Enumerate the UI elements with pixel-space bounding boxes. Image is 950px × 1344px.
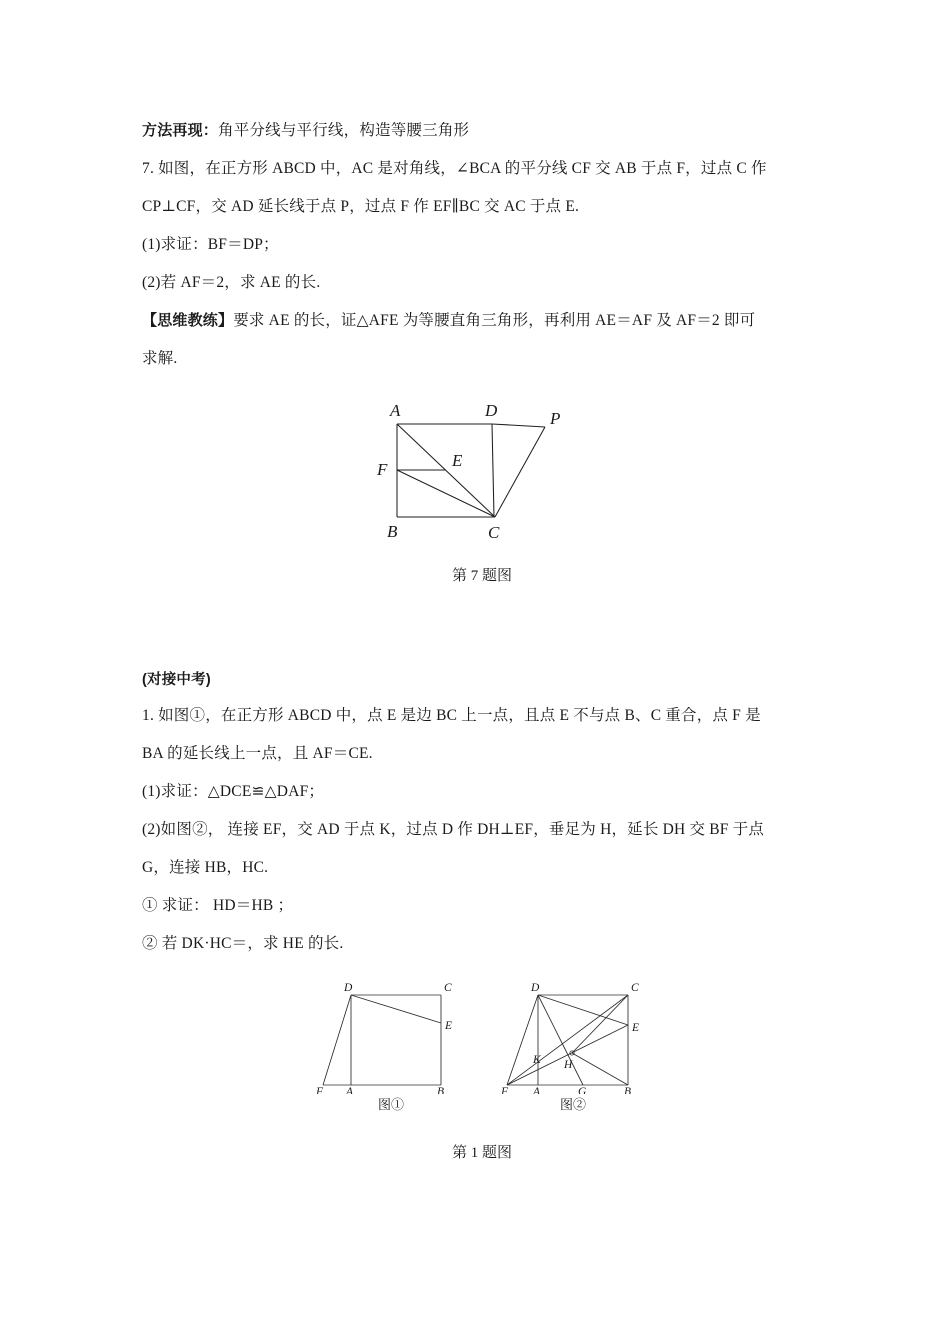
exam-p1-stem-line1: 1. 如图①，在正方形 ABCD 中，点 E 是边 BC 上一点，且点 E 不与点 B、C 重合，点 F 是 bbox=[142, 707, 761, 724]
problem7-hint-line2: 求解. bbox=[142, 350, 178, 367]
exam-p1-part1: (1)求证：△DCE≌△DAF； bbox=[142, 783, 325, 800]
problem7-diagram bbox=[357, 394, 607, 549]
fig2-label-B: B bbox=[624, 1086, 632, 1094]
fig2-label-C: C bbox=[631, 982, 639, 994]
fig1-label-C: C bbox=[444, 982, 452, 994]
exam-p1-stem-line2: BA 的延长线上一点，且 AF＝CE. bbox=[142, 745, 373, 762]
fig1-label-B: B bbox=[437, 1086, 445, 1094]
method-heading-label: 方法再现： bbox=[142, 122, 219, 139]
exam-p1-part2-line1: (2)如图②， 连接 EF，交 AD 于点 K，过点 D 作 DH⊥EF，垂足为 H，延长 DH 交 BF 于点 bbox=[142, 821, 765, 838]
figure-1-caption: 图① bbox=[377, 1097, 404, 1112]
hint-label: 【思维教练】 bbox=[142, 312, 234, 329]
method-heading bbox=[142, 112, 822, 150]
fig2-label-G: G bbox=[578, 1086, 587, 1094]
problem7-part1: (1)求证：BF＝DP； bbox=[142, 236, 279, 253]
problem7-hint-line1 bbox=[142, 302, 822, 340]
problem7-part2: (2)若 AF＝2，求 AE 的长. bbox=[142, 274, 321, 291]
exam-p1-sub2: ② 若 DK·HC＝，求 HE 的长. bbox=[142, 935, 344, 952]
label-A: A bbox=[390, 401, 401, 420]
label-F: F bbox=[377, 460, 388, 479]
fig2-label-E: E bbox=[632, 1022, 640, 1034]
exam-section-heading-text: (对接中考) bbox=[142, 672, 211, 688]
label-C: C bbox=[488, 523, 500, 542]
figure-2-caption: 图② bbox=[559, 1097, 586, 1112]
figure-2-diagram bbox=[493, 979, 653, 1094]
fig2-label-D: D bbox=[531, 982, 540, 994]
exam-p1-figures-row bbox=[142, 979, 822, 1116]
figure-1-container bbox=[311, 979, 471, 1116]
figure-1-diagram bbox=[311, 979, 471, 1094]
hint-text: 要求 AE 的长，证△AFE 为等腰直角三角形，再利用 AE＝AF 及 AF＝2 即可 bbox=[233, 312, 756, 329]
exam-p1-figure-caption: 第 1 题图 bbox=[451, 1145, 512, 1161]
exam-p1-part2-line2: G，连接 HB，HC. bbox=[142, 859, 269, 876]
problem7-stem-line1: 7. 如图，在正方形 ABCD 中，AC 是对角线，∠BCA 的平分线 CF 交 AB 于点 F，过点 C 作 bbox=[142, 160, 767, 177]
method-heading-text: 角平分线与平行线，构造等腰三角形 bbox=[218, 122, 470, 139]
fig1-label-F: F bbox=[316, 1086, 324, 1094]
fig2-label-F: F bbox=[501, 1086, 509, 1094]
figure-2-container bbox=[493, 979, 653, 1116]
exam-p1-figure-block bbox=[142, 979, 822, 1166]
fig1-label-A: A bbox=[346, 1086, 354, 1094]
exam-section-heading bbox=[142, 663, 822, 697]
label-D: D bbox=[485, 401, 498, 420]
label-P: P bbox=[550, 409, 561, 428]
document-content bbox=[142, 112, 822, 1166]
problem7-figure-block bbox=[142, 394, 822, 589]
problem7-figure bbox=[142, 394, 822, 549]
exam-p1-sub1: ① 求证： HD＝HB ； bbox=[142, 897, 294, 914]
fig1-label-D: D bbox=[344, 982, 353, 994]
fig2-label-H: H bbox=[564, 1059, 573, 1071]
label-B: B bbox=[387, 522, 398, 541]
problem7-stem-line2: CP⊥CF，交 AD 延长线于点 P，过点 F 作 EF∥BC 交 AC 于点 E. bbox=[142, 198, 580, 215]
fig2-label-A: A bbox=[533, 1086, 541, 1094]
fig2-label-K: K bbox=[533, 1054, 541, 1066]
problem7-figure-caption: 第 7 题图 bbox=[451, 568, 512, 584]
fig1-label-E: E bbox=[445, 1020, 453, 1032]
label-E: E bbox=[452, 451, 463, 470]
